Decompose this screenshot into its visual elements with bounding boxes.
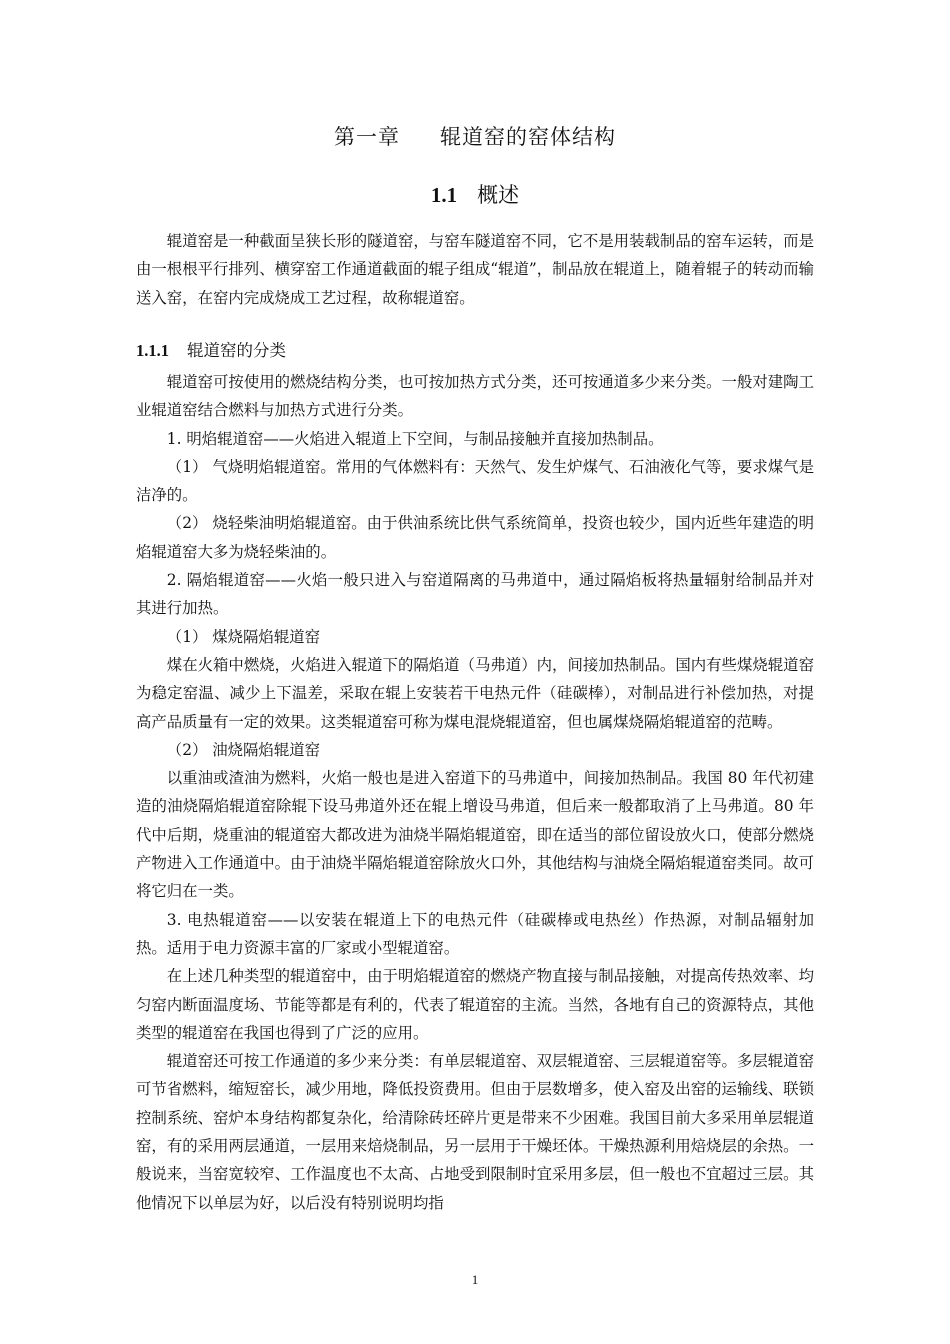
paragraph: （2） 油烧隔焰辊道窑 [166, 740, 320, 759]
paragraph: 辊道窑还可按工作通道的多少来分类：有单层辊道窑、双层辊道窑、三层辊道窑等。多层辊道窑可节省燃料，缩短窑长，减少用地，降低投资费用。但由于层数增多，使入窑及出窑的运输线、联锁控制系统、窑炉本身结构都复杂化，给清除砖坯碎片更是带来不少困难。我国目前大多采用单层辊道窑，有的采用两层通道，一层用来焙烧制品，另一层用于干燥坯体。干燥热源利用焙烧层的余热。一般说来，当窑宽较窄、工作温度也不太高、占地受到限制时宜采用多层，但一般也不宜超过三层。其他情况下以单层为好，以后没有特别说明均指 [136, 1052, 814, 1212]
chapter-label: 第一章 [334, 125, 400, 149]
paragraph: 1. 明焰辊道窑——火焰进入辊道上下空间，与制品接触并直接加热制品。 [166, 429, 664, 448]
section-name: 概述 [477, 183, 520, 207]
paragraph: 2. 隔焰辊道窑——火焰一般只进入与窑道隔离的马弗道中，通过隔焰板将热量辐射给制品并对其进行加热。 [136, 571, 814, 618]
subsection-number: 1.1.1 [136, 341, 169, 360]
section-title [0, 179, 950, 209]
chapter-name: 辊道窑的窑体结构 [440, 125, 616, 149]
paragraph: 在上述几种类型的辊道窑中，由于明焰辊道窑的燃烧产物直接与制品接触，对提高传热效率、均匀窑内断面温度场、节能等都是有利的，代表了辊道窑的主流。当然，各地有自己的资源特点，其他类型的辊道窑在我国也得到了广泛的应用。 [136, 967, 814, 1042]
intro-block [136, 227, 814, 312]
section-number: 1.1 [430, 183, 458, 207]
paragraph: （1） 气烧明焰辊道窑。常用的气体燃料有：天然气、发生炉煤气、石油液化气等，要求煤气是洁净的。 [136, 457, 814, 505]
page-number: 1 [471, 1272, 479, 1287]
subsection-title [136, 337, 286, 361]
paragraph: 煤在火箱中燃烧，火焰进入辊道下的隔焰道（马弗道）内，间接加热制品。国内有些煤烧辊道窑为稳定窑温、减少上下温差，采取在辊上安装若干电热元件（硅碳棒），对制品进行补偿加热，对提高产品质量有一定的效果。这类辊道窑可称为煤电混烧辊道窑，但也属煤烧隔焰辊道窑的范畴。 [136, 655, 814, 731]
intro-paragraph: 辊道窑是一种截面呈狭长形的隧道窑，与窑车隧道窑不同，它不是用装载制品的窑车运转，而是由一根根平行排列、横穿窑工作通道截面的辊子组成“辊道”，制品放在辊道上，随着辊子的转动而输送入窑，在窑内完成烧成工艺过程，故称辊道窑。 [136, 232, 814, 307]
paragraph: （1） 煤烧隔焰辊道窑 [166, 627, 320, 646]
subsection-name: 辊道窑的分类 [187, 341, 286, 360]
paragraph: 3. 电热辊道窑——以安装在辊道上下的电热元件（硅碳棒或电热丝）作热源，对制品辐射加热。适用于电力资源丰富的厂家或小型辊道窑。 [136, 910, 814, 957]
paragraph: 以重油或渣油为燃料，火焰一般也是进入窑道下的马弗道中，间接加热制品。我国 80 年代初建造的油烧隔焰辊道窑除辊下设马弗道外还在辊上增设马弗道，但后来一般都取消了上马弗道。80 年代中后期，烧重油的辊道窑大都改进为油烧半隔焰辊道窑，即在适当的部位留设放火口，使部分燃烧产物进入工作通道中。由于油烧半隔焰辊道窑除放火口外，其他结构与油烧全隔焰辊道窑类同。故可将它归在一类。 [136, 769, 814, 901]
body-text [136, 368, 814, 1217]
paragraph: （2） 烧轻柴油明焰辊道窑。由于供油系统比供气系统简单，投资也较少，国内近些年建造的明焰辊道窑大多为烧轻柴油的。 [136, 514, 814, 561]
paragraph: 辊道窑可按使用的燃烧结构分类，也可按加热方式分类，还可按通道多少来分类。一般对建陶工业辊道窑结合燃料与加热方式进行分类。 [136, 373, 814, 420]
chapter-title [0, 121, 950, 151]
